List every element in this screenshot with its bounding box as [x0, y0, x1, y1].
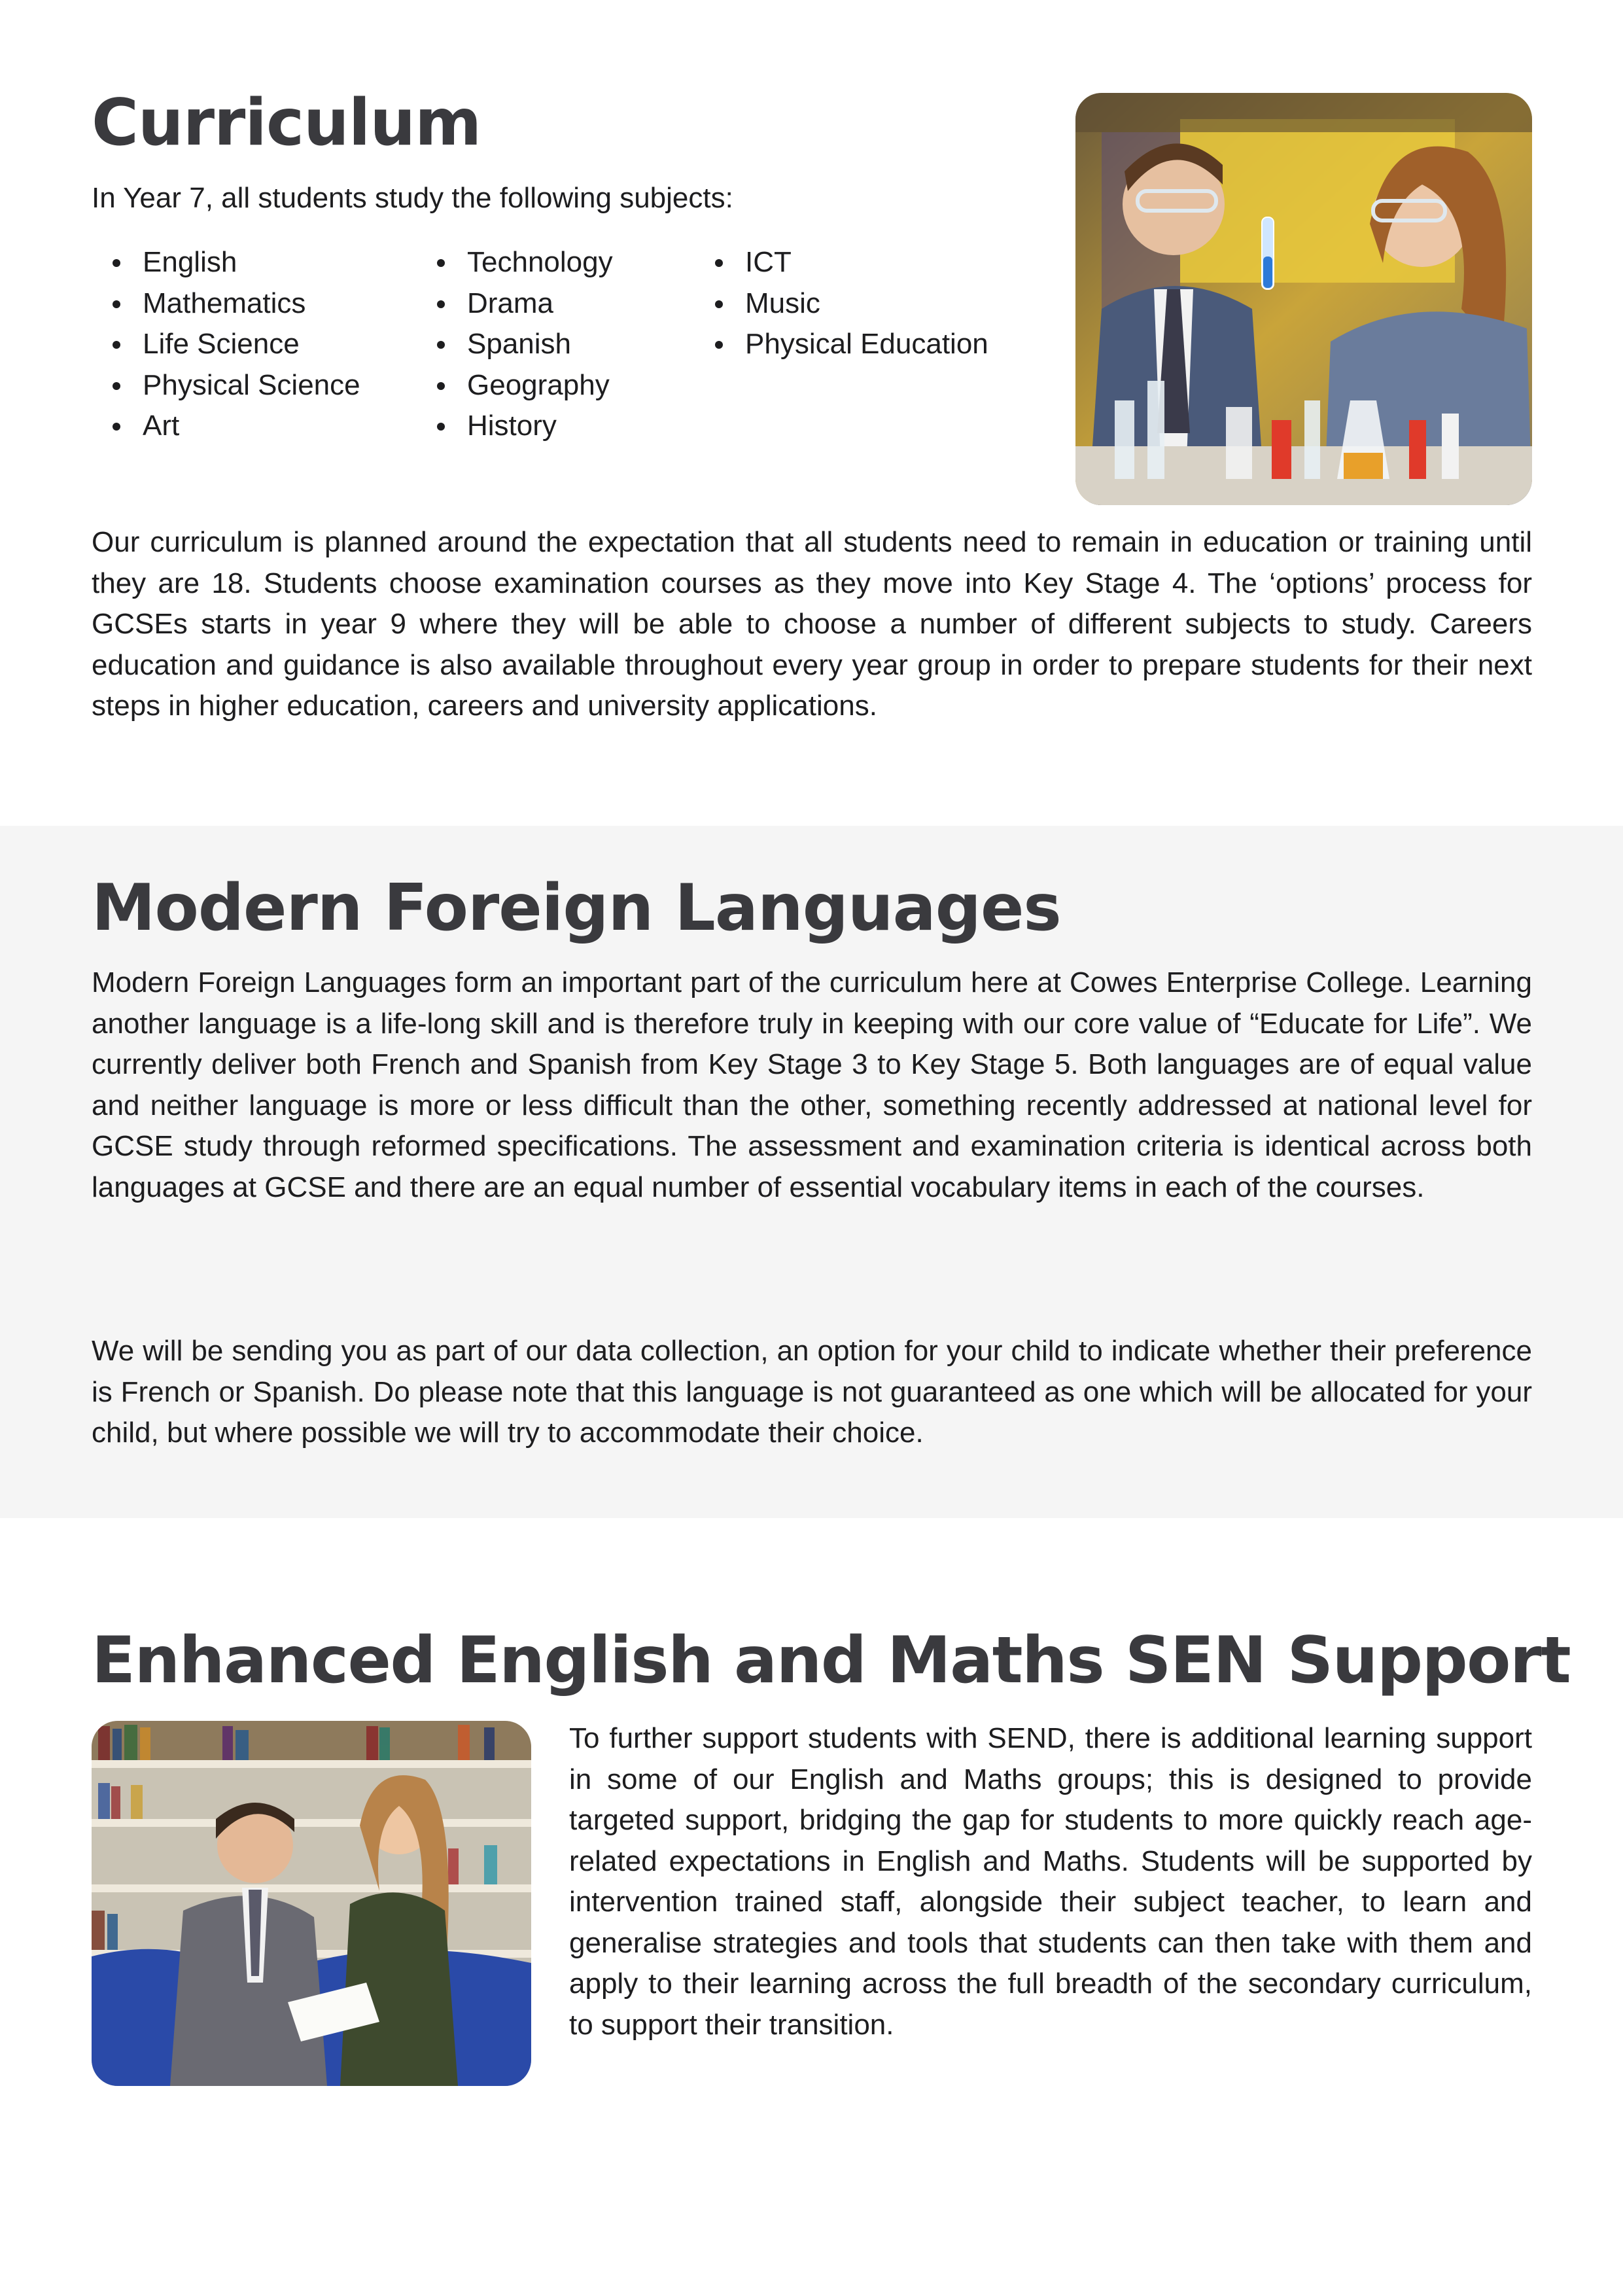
list-item: ICT	[694, 242, 1060, 283]
list-item: Geography	[416, 365, 691, 406]
list-item: Drama	[416, 283, 691, 325]
list-item: Physical Education	[694, 324, 1060, 365]
list-item: Life Science	[92, 324, 419, 365]
list-item: History	[416, 406, 691, 447]
subject-list-col3	[694, 242, 1060, 365]
library-photo	[92, 1721, 531, 2086]
list-item: English	[92, 242, 419, 283]
list-item: Art	[92, 406, 419, 447]
mfl-body-paragraph-2: We will be sending you as part of our data collection, an option for your child to indicate whether their preference is French or Spanish. Do please note that this language is not guaranteed as one which will be allocated for your child, but where possible we will try to accommodate their choice.	[92, 1335, 1532, 1449]
mfl-title: Modern Foreign Languages	[92, 871, 1061, 945]
curriculum-intro: In Year 7, all students study the following subjects:	[92, 182, 733, 214]
sen-body: To further support students with SEND, there is additional learning support in some of our English and Maths groups; this is designed to provide targeted support, bridging the gap for students to more quickly reach age-related expectations in English and Maths. Students will be supported by intervention trained staff, alongside their subject teacher, to learn and generalise strategies and tools that students can then take with them and apply to their learning across the full breadth of the secondary curriculum, to support their transition.	[569, 1722, 1532, 2041]
curriculum-title: Curriculum	[92, 86, 481, 160]
subject-list-col2	[416, 242, 691, 447]
sen-title: Enhanced English and Maths SEN Support	[92, 1623, 1571, 1698]
curriculum-body: Our curriculum is planned around the expectation that all students need to remain in education or training until they are 18. Students choose examination courses as they move into Key Stage 4. The ‘options’ process for GCSEs starts in year 9 where they will be able to choose a number of different subjects to study. Careers education and guidance is also available throughout every year group in order to prepare students for their next steps in higher education, careers and university applications.	[92, 526, 1532, 722]
mfl-body-paragraph-1: Modern Foreign Languages form an important part of the curriculum here at Cowes Enterprise College. Learning another language is a life-long skill and is therefore truly in keeping with our core value of “Educate for Life”. We currently deliver both French and Spanish from Key Stage 3 to Key Stage 5. Both languages are of equal value and neither language is more or less difficult than the other, something recently addressed at national level for GCSE study through reformed specifications. The assessment and examination criteria is identical across both languages at GCSE and there are an equal number of essential vocabulary items in each of the courses.	[92, 966, 1532, 1203]
list-item: Music	[694, 283, 1060, 325]
list-item: Technology	[416, 242, 691, 283]
science-lab-photo	[1075, 93, 1532, 505]
list-item: Mathematics	[92, 283, 419, 325]
list-item: Spanish	[416, 324, 691, 365]
subject-list-col1	[92, 242, 419, 447]
list-item: Physical Science	[92, 365, 419, 406]
